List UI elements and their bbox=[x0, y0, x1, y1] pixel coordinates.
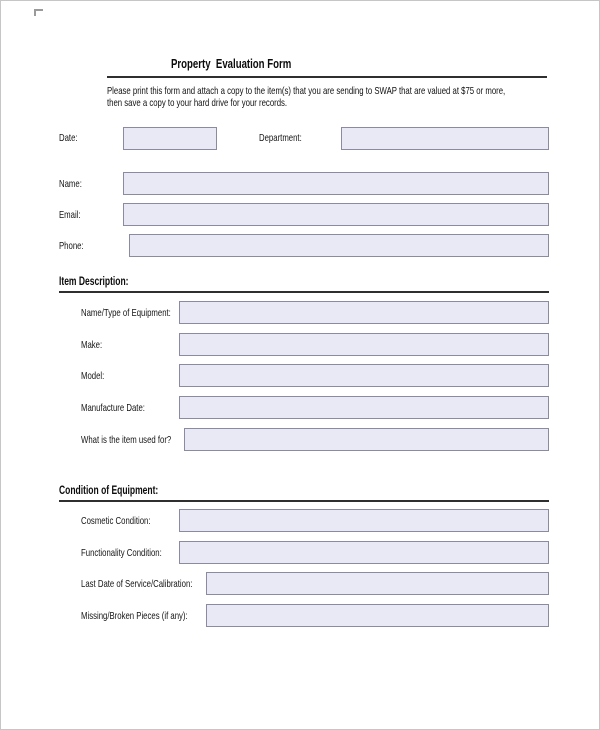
equipment-name-label: Name/Type of Equipment: bbox=[81, 307, 171, 319]
cosmetic-condition-label: Cosmetic Condition: bbox=[81, 515, 151, 527]
date-label: Date: bbox=[59, 132, 78, 144]
model-input[interactable] bbox=[179, 364, 549, 387]
service-date-input[interactable] bbox=[206, 572, 549, 595]
manufacture-date-label: Manufacture Date: bbox=[81, 402, 145, 414]
phone-label: Phone: bbox=[59, 240, 84, 252]
cosmetic-condition-input[interactable] bbox=[179, 509, 549, 532]
intro-line-2: then save a copy to your hard drive for your records. bbox=[107, 97, 288, 109]
item-use-label: What is the item used for? bbox=[81, 434, 172, 446]
department-label: Department: bbox=[259, 132, 302, 144]
item-description-heading: Item Description: bbox=[59, 276, 129, 288]
name-label: Name: bbox=[59, 178, 82, 190]
phone-input[interactable] bbox=[129, 234, 549, 257]
functionality-condition-label: Functionality Condition: bbox=[81, 547, 162, 559]
condition-heading: Condition of Equipment: bbox=[59, 485, 159, 497]
condition-rule bbox=[59, 500, 549, 502]
model-label: Model: bbox=[81, 370, 105, 382]
name-input[interactable] bbox=[123, 172, 549, 195]
manufacture-date-input[interactable] bbox=[179, 396, 549, 419]
make-label: Make: bbox=[81, 339, 103, 351]
equipment-name-input[interactable] bbox=[179, 301, 549, 324]
page-corner-artifact bbox=[34, 9, 43, 16]
item-description-rule bbox=[59, 291, 549, 293]
department-input[interactable] bbox=[341, 127, 549, 150]
make-input[interactable] bbox=[179, 333, 549, 356]
page-title bbox=[171, 56, 334, 72]
service-date-label: Last Date of Service/Calibration: bbox=[81, 578, 193, 590]
date-input[interactable] bbox=[123, 127, 217, 150]
intro-line-1: Please print this form and attach a copy to the item(s) that you are sending to SWAP that are valued at $75 or more, bbox=[107, 85, 506, 97]
email-label: Email: bbox=[59, 209, 81, 221]
missing-pieces-input[interactable] bbox=[206, 604, 549, 627]
functionality-condition-input[interactable] bbox=[179, 541, 549, 564]
item-use-input[interactable] bbox=[184, 428, 549, 451]
missing-pieces-label: Missing/Broken Pieces (if any): bbox=[81, 610, 188, 622]
email-input[interactable] bbox=[123, 203, 549, 226]
page-title-text: Property Evaluation Form bbox=[171, 56, 292, 71]
title-rule bbox=[107, 76, 547, 78]
